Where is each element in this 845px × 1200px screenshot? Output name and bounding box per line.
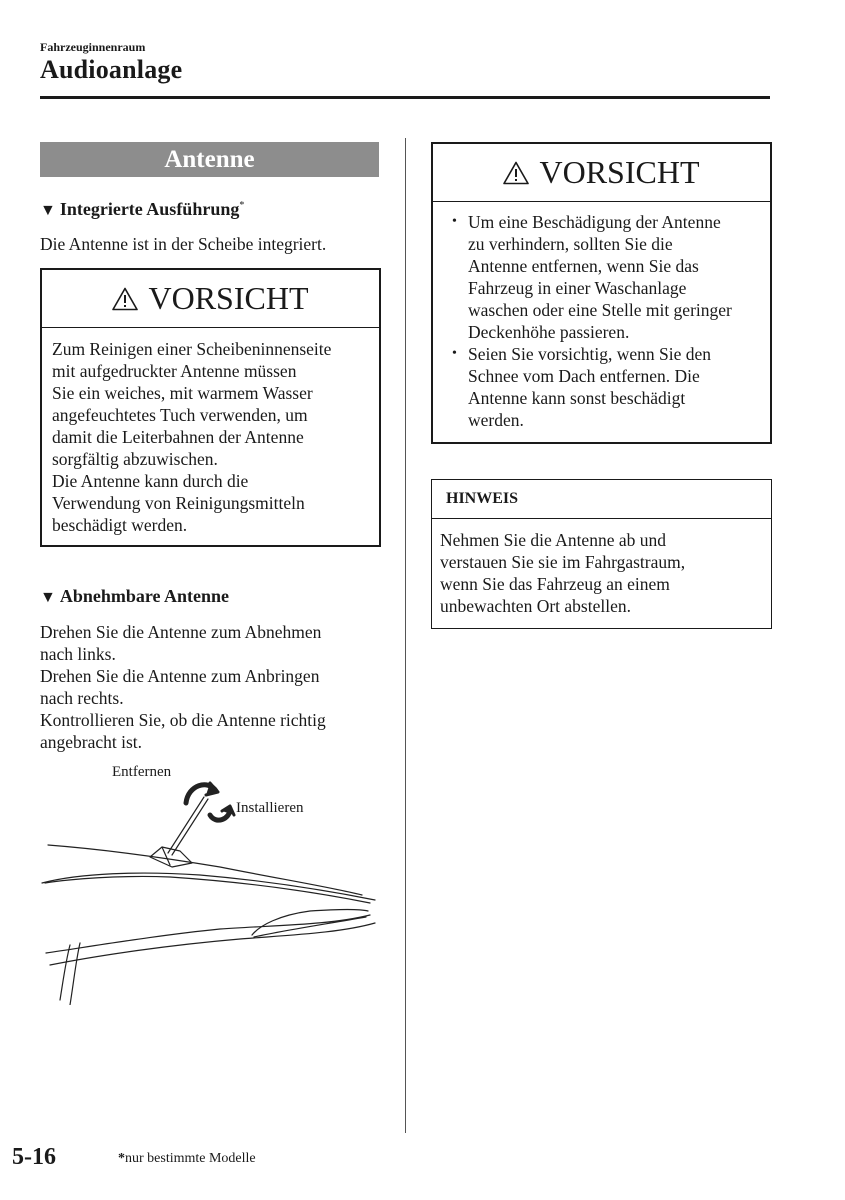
integrated-text: Die Antenne ist in der Scheibe integriert. — [40, 234, 327, 254]
caution-line: beschädigt werden. — [52, 515, 188, 535]
caution-bullet-list — [444, 211, 764, 431]
caution-line: sorgfältig abzuwischen. — [52, 449, 218, 469]
bullet-line: Antenne kann sonst beschädigt — [468, 388, 686, 408]
bullet-line: Antenne entfernen, wenn Sie das — [468, 256, 699, 276]
triangle-down-icon: ▼ — [40, 589, 56, 606]
caution-body-2 — [433, 202, 770, 439]
figure-label-remove: Entfernen — [112, 764, 172, 780]
hinweis-line: Nehmen Sie die Antenne ab und — [440, 530, 666, 550]
page-number: 5-16 — [12, 1144, 56, 1170]
bullet-line: werden. — [468, 410, 524, 430]
page-title: Audioanlage — [40, 55, 183, 84]
caution-line: Sie ein weiches, mit warmem Wasser — [52, 383, 313, 403]
caution-line: mit aufgedruckter Antenne müssen — [52, 361, 297, 381]
antenne-heading: Antenne — [40, 142, 379, 177]
integrated-heading — [40, 199, 244, 220]
hinweis-line: verstauen Sie sie im Fahrgastraum, — [440, 552, 686, 572]
bullet-line: Schnee vom Dach entfernen. Die — [468, 366, 700, 386]
removable-line: Drehen Sie die Antenne zum Abnehmen — [40, 622, 322, 642]
removable-line: Kontrollieren Sie, ob die Antenne richtig — [40, 710, 326, 730]
bullet-line: Deckenhöhe passieren. — [468, 322, 630, 342]
antenne-illustration — [40, 775, 385, 1005]
warning-triangle-icon — [112, 287, 138, 311]
bullet-line: Fahrzeug in einer Waschanlage — [468, 278, 687, 298]
removable-line: angebracht ist. — [40, 732, 143, 752]
hinweis-body — [432, 519, 771, 627]
caution-line: Zum Reinigen einer Scheibeninnenseite — [52, 339, 332, 359]
bullet-line: • Um eine Beschädigung der Antenne — [468, 212, 721, 232]
footnote-star: * — [118, 1151, 125, 1166]
caution-line: angefeuchtetes Tuch verwenden, um — [52, 405, 308, 425]
bullet-line: waschen oder eine Stelle mit geringer — [468, 300, 732, 320]
removable-line: Drehen Sie die Antenne zum Anbringen — [40, 666, 320, 686]
footnote-text: nur bestimmte Modelle — [125, 1151, 256, 1166]
triangle-down-icon: ▼ — [40, 202, 56, 219]
caution-title-1: VORSICHT — [148, 280, 309, 316]
model-star: * — [239, 200, 245, 211]
caution-title-2: VORSICHT — [539, 154, 700, 190]
caution-header-1 — [42, 270, 379, 328]
footnote — [118, 1151, 256, 1167]
caution-header-2 — [433, 144, 770, 202]
figure-label-install: Installieren — [236, 800, 304, 816]
hinweis-title: HINWEIS — [432, 480, 771, 519]
removable-line: nach links. — [40, 644, 116, 664]
hinweis-line: wenn Sie das Fahrzeug an einem — [440, 574, 670, 594]
removable-line: nach rechts. — [40, 688, 124, 708]
hinweis-box — [431, 479, 772, 629]
column-divider — [405, 138, 406, 1133]
warning-triangle-icon — [503, 161, 529, 185]
integrated-heading-text: Integrierte Ausführung — [59, 199, 240, 219]
section-label: Fahrzeuginnenraum — [40, 40, 146, 54]
removable-heading — [40, 586, 229, 607]
caution-line: Verwendung von Reinigungsmitteln — [52, 493, 305, 513]
header-rule — [40, 96, 770, 99]
bullet-item — [444, 211, 764, 343]
caution-body-1 — [42, 328, 379, 546]
bullet-item — [444, 343, 764, 431]
bullet-line: zu verhindern, sollten Sie die — [468, 234, 673, 254]
removable-text — [40, 621, 326, 753]
bullet-line: • Seien Sie vorsichtig, wenn Sie den — [468, 344, 712, 364]
hinweis-line: unbewachten Ort abstellen. — [440, 596, 631, 616]
removable-heading-text: Abnehmbare Antenne — [59, 586, 230, 606]
caution-box-1 — [40, 268, 381, 547]
caution-box-2 — [431, 142, 772, 444]
caution-line: Die Antenne kann durch die — [52, 471, 249, 491]
caution-line: damit die Leiterbahnen der Antenne — [52, 427, 304, 447]
